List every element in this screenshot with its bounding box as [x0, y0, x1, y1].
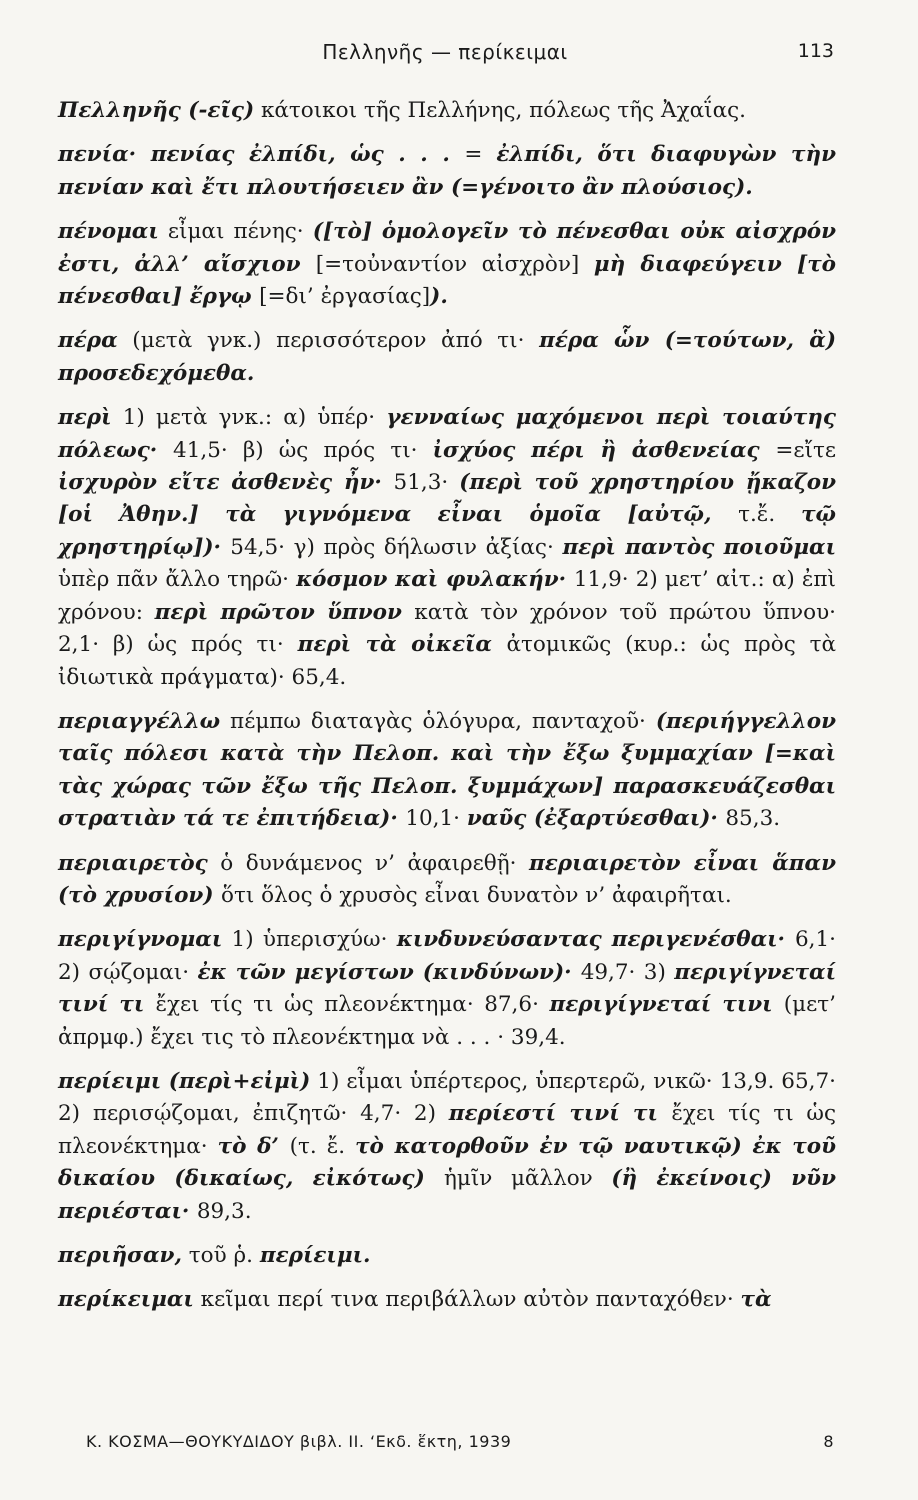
gloss-text: 6,1· 2) σῴζομαι· [58, 927, 836, 985]
quoted-greek: (περὶ τοῦ χρηστηρίου ᾔκαζον [οἱ Ἀθην.] τὰ γιγνόμενα εἶναι ὁμοῖα [αὐτῷ, [58, 470, 836, 528]
quoted-greek: ἐκ τῶν μεγίστων (κινδύνων)· [197, 959, 581, 985]
quoted-greek: τῷ χρηστηρίῳ])· [58, 502, 836, 560]
quoted-greek: περιγίγνεταί τινί τι [58, 959, 836, 1018]
gloss-text: 1) μετὰ γνκ.: α) ὑπέρ· [111, 405, 387, 431]
quoted-greek: πενίας ἐλπίδι, ὡς . . . [136, 142, 465, 168]
gloss-text: 11,9· 2) μετ’ αἰτ.: α) ἐπὶ χρόνου: [58, 567, 836, 625]
gloss-text: (μετὰ γνκ.) περισσότερον ἀπό τι· [117, 328, 540, 354]
entry-lemma: περὶ [58, 405, 112, 431]
quoted-greek: περὶ πρῶτον ὕπνον [154, 599, 415, 625]
gloss-text: [=τοὐναντίον αἰσχρὸν] [315, 251, 594, 277]
page-number: 113 [797, 40, 834, 62]
entry-lemma: περίκειμαι [58, 1287, 194, 1313]
gloss-text: 51,3· [393, 470, 460, 496]
gloss-text: κατὰ τὸν χρόνον τοῦ πρώτου ὕπνου· 2,1· β) ὡς πρός τι· [58, 599, 836, 658]
gloss-text: πέμπω διαταγὰς ὁλόγυρα, πανταχοῦ· [220, 708, 656, 734]
gloss-text: ὑπὲρ πᾶν ἄλλο τηρῶ· [58, 567, 297, 593]
gloss-text: 49,7· 3) [580, 959, 675, 985]
quoted-greek: γενναίως μαχόμενοι περὶ τοιαύτης πόλεως· [58, 405, 836, 463]
gloss-text: 85,3. [725, 806, 781, 832]
quoted-greek: περὶ παντὸς ποιοῦμαι [562, 534, 837, 560]
entry-lemma: Πελληνῆς (-εῖς) [58, 98, 255, 123]
glossary-entry [58, 402, 836, 694]
gloss-text: 1) ὑπερισχύω· [222, 927, 397, 953]
quoted-greek: μὴ διαφεύγειν [τὸ πένεσθαι] ἔργῳ [58, 251, 836, 310]
quoted-greek: ἰσχύος πέρι ἢ ἀσθενείας [432, 437, 776, 463]
quoted-greek: (ἢ ἐκείνοις) νῦν περιέσται· [58, 1166, 836, 1224]
gloss-text: = [464, 142, 497, 168]
glossary-entry [58, 924, 836, 1054]
gloss-text: κάτοικοι τῆς Πελλήνης, πόλεως τῆς Ἀχαΐας. [254, 98, 746, 123]
gloss-text: ἔχει τίς τι ὡς πλεονέκτημα· 87,6· [155, 992, 550, 1018]
gloss-text: τοῦ ῥ. [181, 1243, 260, 1268]
quoted-greek: κινδυνεύσαντας περιγενέσθαι· [396, 927, 795, 953]
gloss-text: τ.ἔ. [738, 502, 802, 528]
entry-lemma: πενία· [58, 142, 137, 168]
glossary-entry [58, 1240, 836, 1272]
entry-lemma: περίειμι (περὶ+εἰμὶ) [58, 1068, 311, 1094]
glossary-entry [58, 1066, 836, 1228]
entry-lemma: περιῆσαν, [58, 1243, 182, 1268]
gloss-text: ὁ δυνάμενος ν’ ἀφαιρεθῇ· [207, 850, 529, 876]
quoted-greek: τὸ δ’ [217, 1133, 290, 1159]
quoted-greek: ἰσχυρὸν εἴτε ἀσθενὲς ἦν· [58, 470, 394, 496]
footer-imprint: Κ. ΚΟΣΜΑ—ΘΟΥΚΥΔΙΔΟΥ βιβλ. ΙΙ. ‘Εκδ. ἕκτη, 1939 [86, 1432, 512, 1451]
gloss-text: 89,3. [196, 1198, 252, 1224]
gloss-text: 10,1· [405, 806, 467, 832]
gloss-text: ἀτομικῶς (κυρ.: ὡς πρὸς τὰ ἰδιωτικὰ πράγματα)· 65,4. [58, 632, 836, 690]
quoted-greek: περὶ τὰ οἰκεῖα [297, 632, 507, 658]
glossary-entry [58, 848, 836, 913]
quoted-greek: ([τὸ] ὁμολογεῖν τὸ πένεσθαι οὐκ αἰσχρόν ἐστι, ἀλλ’ αἴσχιον [58, 219, 836, 277]
entry-lemma: περιαγγέλλω [58, 708, 221, 734]
entry-lemma: πέρα [58, 328, 118, 354]
running-title: Πελληνῆς — περίκειμαι [322, 40, 568, 64]
quoted-greek: πέρα ὧν (=τούτων, ἃ) προσεδεχόμεθα. [58, 328, 836, 386]
gloss-text: εἶμαι πένης· [158, 219, 313, 245]
glossary-entry [58, 706, 836, 836]
glossary-body [58, 95, 836, 1329]
quoted-greek: (περιήγγελλον ταῖς πόλεσι κατὰ τὴν Πελοπ. καὶ τὴν ἔξω ξυμμαχίαν [=καὶ τὰς χώρας τῶν ἔξω τῆς Πελοπ. ξυμμάχων] παρασκευάζεσθαι στρατιὰν τά τε ἐπιτήδεια)· [58, 708, 836, 832]
gloss-text: (μετ’ ἀπρμφ.) ἔχει τις τὸ πλεονέκτημα νὰ . . . · 39,4. [58, 992, 836, 1050]
glossary-entry [58, 139, 836, 204]
gloss-text: ἔχει τίς τι ὡς πλεονέκτημα· [58, 1101, 836, 1159]
quoted-greek: περιαιρετὸν εἶναι ἅπαν (τὸ χρυσίον) [58, 850, 837, 908]
gloss-text: ὅτι ὅλος ὁ χρυσὸς εἶναι δυνατὸν ν’ ἀφαιρῆται. [221, 882, 732, 908]
quoted-greek: τὸ κατορθοῦν ἐν τῷ ναυτικῷ) ἐκ τοῦ δικαίου (δικαίως, εἰκότως) [58, 1133, 836, 1192]
quoted-greek: ἐλπίδι, ὅτι διαφυγὼν τὴν πενίαν καὶ ἔτι πλουτήσειεν ἂν (=γένοιτο ἂν πλούσιος). [58, 142, 836, 200]
quoted-greek: περίειμι. [259, 1243, 371, 1268]
gloss-text: [=δι’ ἐργασίας] [259, 284, 431, 310]
quoted-greek: περίεστί τινί τι [448, 1101, 672, 1127]
quoted-greek: κόσμον καὶ φυλακήν· [296, 567, 574, 593]
glossary-entry [58, 216, 836, 313]
entry-lemma: περιαιρετὸς [58, 850, 208, 876]
quoted-greek: τὰ [740, 1287, 772, 1313]
glossary-entry [58, 1284, 836, 1316]
entry-lemma: περιγίγνομαι [58, 927, 223, 953]
gloss-text: ἡμῖν μᾶλλον [444, 1166, 612, 1192]
gloss-text: (τ. ἔ. [289, 1133, 356, 1159]
gloss-text: 54,5· γ) πρὸς δήλωσιν ἀξίας· [230, 534, 563, 560]
gloss-text: κεῖμαι περί τινα περιβάλλων αὐτὸν πανταχόθεν· [193, 1287, 741, 1313]
quoted-greek: περιγίγνεταί τινι [549, 992, 784, 1018]
quoted-greek: ). [430, 284, 448, 310]
glossary-entry [58, 95, 836, 127]
gloss-text: 41,5· β) ὡς πρός τι· [173, 437, 433, 463]
gloss-text: 1) εἶμαι ὑπέρτερος, ὑπερτερῶ, νικῶ· 13,9. 65,7· 2) περισῴζομαι, ἐπιζητῶ· 4,7· 2) [58, 1068, 836, 1127]
page-footer [86, 1432, 834, 1462]
signature-mark: 8 [823, 1432, 834, 1451]
gloss-text: =εἴτε [775, 437, 836, 463]
entry-lemma: πένομαι [58, 219, 159, 245]
running-header [56, 40, 834, 74]
quoted-greek: ναῦς (ἐξαρτύεσθαι)· [466, 806, 726, 832]
glossary-entry [58, 325, 836, 390]
